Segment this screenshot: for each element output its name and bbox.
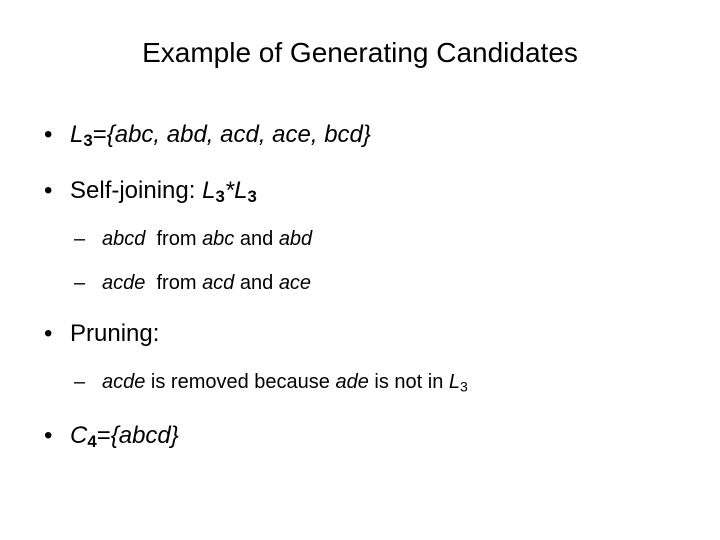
pruning-item — [74, 368, 468, 396]
bullet-marker: • — [44, 121, 53, 148]
bullet-self-joining — [44, 175, 257, 207]
dash-marker: – — [74, 272, 86, 294]
l3-letter: L — [70, 121, 84, 148]
c4-subscript: 4 — [87, 432, 97, 452]
self-join-op: * — [224, 177, 235, 204]
bullet-c4 — [44, 420, 179, 452]
c4-equals: = — [96, 422, 111, 449]
pruning-text2: is not in — [368, 371, 449, 393]
pruning-letter: L — [448, 371, 461, 393]
c4-letter: C — [70, 422, 88, 449]
pruning-label: Pruning: — [70, 320, 160, 347]
join-result: acde — [102, 272, 146, 294]
join-b: ace — [278, 272, 312, 294]
join-a: acd — [202, 272, 235, 294]
self-join-left-sub: 3 — [215, 187, 225, 207]
bullet-pruning — [44, 318, 159, 350]
join-from: from — [156, 228, 197, 250]
bullet-marker: • — [44, 177, 53, 204]
l3-subscript: 3 — [83, 131, 93, 151]
l3-equals: = — [92, 121, 107, 148]
self-join-item — [74, 225, 312, 253]
join-and: and — [239, 272, 274, 294]
self-join-right-letter: L — [234, 177, 248, 204]
join-from: from — [156, 272, 197, 294]
bullet-marker: • — [44, 320, 53, 347]
c4-set: {abcd} — [110, 422, 179, 449]
join-b: abd — [278, 228, 313, 250]
pruning-object: ade — [335, 371, 369, 393]
pruning-subject: acde — [102, 371, 146, 393]
self-join-item — [74, 269, 311, 297]
slide-title: Example of Generating Candidates — [142, 37, 578, 68]
self-join-left-letter: L — [202, 177, 216, 204]
pruning-subscript: 3 — [460, 378, 468, 395]
join-result: abcd — [102, 228, 146, 250]
join-and: and — [239, 228, 274, 250]
join-a: abc — [202, 228, 235, 250]
l3-set: {abc, abd, acd, ace, bcd} — [106, 121, 371, 148]
pruning-text1: is removed because — [145, 371, 336, 393]
dash-marker: – — [74, 371, 86, 393]
self-join-label: Self-joining: — [70, 177, 203, 204]
self-join-right-sub: 3 — [247, 187, 257, 207]
dash-marker: – — [74, 228, 86, 250]
bullet-marker: • — [44, 422, 53, 449]
bullet-l3 — [44, 119, 371, 151]
